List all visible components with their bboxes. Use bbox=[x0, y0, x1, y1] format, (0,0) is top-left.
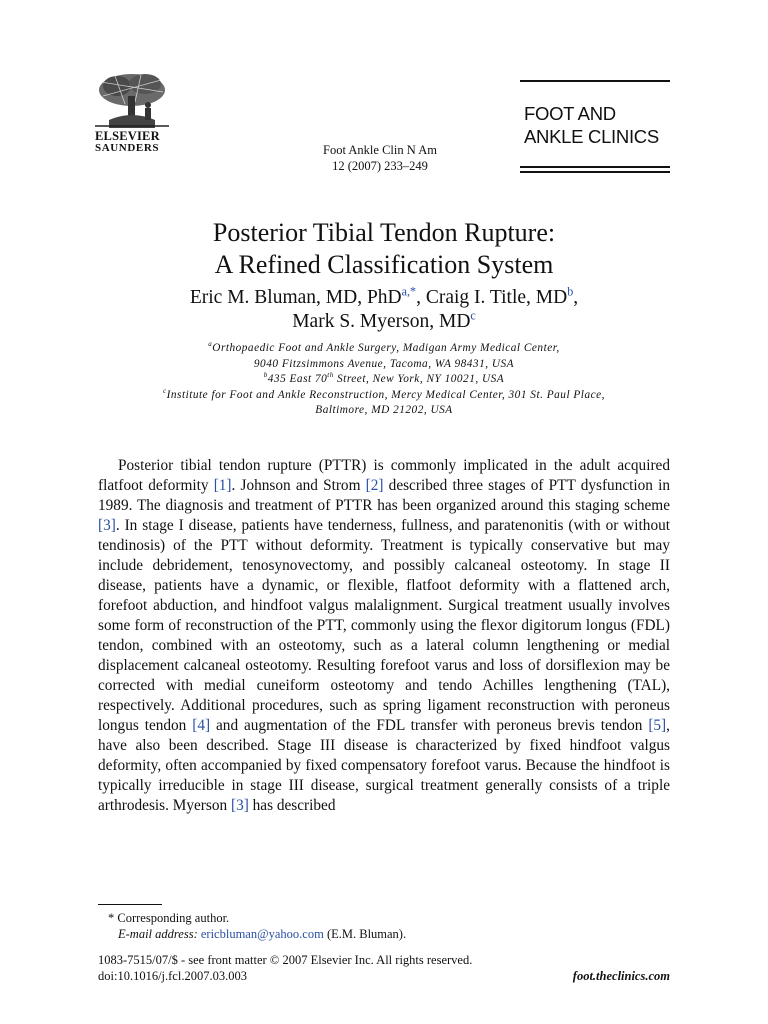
body-text: , have also been described. Stage III disease is characterized by fixed hindfoot valgus deformity, often accompanied by fixed compensatory forefoot varus. Because the hindfoot is typically irreducible in stage III disease, surgical treatment generally consists of a triple arthrodesis. Myerson bbox=[98, 717, 670, 814]
authors-line2 bbox=[0, 310, 768, 334]
publisher-imprint: SAUNDERS bbox=[95, 142, 160, 154]
body-text: has described bbox=[248, 797, 336, 814]
author-sup[interactable]: b bbox=[567, 284, 574, 299]
author-name: , Craig I. Title, MD bbox=[416, 287, 568, 308]
body-text: described three stages of PTT dysfunction in 1989. The diagnosis and treatment of PTTR has been organized around this staging scheme bbox=[98, 477, 671, 514]
journal-brand bbox=[520, 80, 670, 173]
affiliation-marker: c bbox=[163, 386, 167, 395]
corresponding-author-note: * Corresponding author. bbox=[108, 911, 230, 925]
citation-link[interactable]: [1] bbox=[213, 477, 232, 494]
affiliations bbox=[90, 341, 678, 419]
title-line1: Posterior Tibial Tendon Rupture: bbox=[212, 218, 556, 247]
author-name: Eric M. Bluman, MD, PhD bbox=[189, 287, 402, 308]
affiliation-a-cont: 9040 Fitzsimmons Avenue, Tacoma, WA 98431, USA bbox=[253, 357, 515, 370]
copyright-line: 1083-7515/07/$ - see front matter © 2007 Elsevier Inc. All rights reserved. bbox=[98, 953, 473, 967]
body-text: and augmentation of the FDL transfer with peroneus brevis tendon bbox=[210, 717, 649, 734]
affiliation-marker: a bbox=[208, 340, 213, 349]
body-text: . In stage I disease, patients have tenderness, fullness, and paratenonitis (with or without tendinosis) of the PTT without deformity. Treatment is typically conservative but may include debridement, tenosynovectomy, and possibly calcaneal osteotomy. In stage II disease, patients have a dynamic, or flexible, flatfoot deformity with a flattened arch, forefoot abduction, and hindfoot valgus malalignment. Surgical treatment usually involves some form of reconstruction of the PTT, commonly using the flexor digitorum longus (FDL) tendon, combined with an osteotomy, such as a lateral column lengthening or medial displacement calcaneal osteotomy. Resulting forefoot varus and loss of dorsiflexion may be corrected with medial cuneiform osteotomy and tendo Achilles lengthening (TAL), respectively. Additional procedures, such as spring ligament reconstruction with peroneus longus tendon bbox=[98, 517, 670, 734]
doi-line bbox=[98, 968, 670, 984]
brand-bottom-rule-2 bbox=[520, 171, 670, 173]
article-title bbox=[0, 217, 768, 281]
journal-volume-pages: 12 (2007) 233–249 bbox=[332, 159, 428, 173]
journal-website[interactable]: foot.theclinics.com bbox=[572, 969, 670, 983]
email-suffix: (E.M. Bluman). bbox=[323, 927, 407, 941]
citation-link[interactable]: [3] bbox=[230, 797, 249, 814]
footnote-rule bbox=[98, 904, 162, 905]
tree-emblem-icon bbox=[95, 70, 169, 128]
affiliation-text: 435 East 70 bbox=[267, 373, 328, 385]
page-footer bbox=[98, 952, 670, 984]
body-text: . Johnson and Strom bbox=[231, 477, 366, 494]
footnote bbox=[98, 910, 670, 942]
ordinal-suffix: th bbox=[327, 371, 334, 380]
affiliation-marker: b bbox=[263, 371, 268, 380]
body-paragraph bbox=[98, 456, 670, 816]
authors-line1 bbox=[0, 286, 768, 310]
body-text: Posterior tibial tendon rupture (PTTR) is commonly implicated in the adult acquired flatfoot deformity bbox=[98, 457, 670, 494]
publisher-name: ELSEVIER bbox=[95, 129, 160, 143]
email-label: E-mail address: bbox=[118, 927, 198, 941]
affiliation-text: Orthopaedic Foot and Ankle Surgery, Madigan Army Medical Center, bbox=[212, 342, 560, 354]
affiliation-text: Institute for Foot and Ankle Reconstruction, Mercy Medical Center, 301 St. Paul Place, bbox=[166, 388, 605, 401]
publisher-logo bbox=[95, 70, 175, 154]
affiliation-c bbox=[90, 388, 678, 404]
email-link[interactable]: ericbluman@yahoo.com bbox=[200, 927, 324, 941]
doi-text[interactable]: doi:10.1016/j.fcl.2007.03.003 bbox=[98, 969, 247, 983]
author-sep: , bbox=[573, 287, 579, 308]
citation-link[interactable]: [4] bbox=[192, 717, 211, 734]
brand-line2: ANKLE CLINICS bbox=[524, 126, 659, 147]
brand-bottom-rule bbox=[520, 166, 670, 168]
author-sup[interactable]: a,* bbox=[401, 284, 417, 299]
citation-link[interactable]: [5] bbox=[648, 717, 667, 734]
title-line2: A Refined Classification System bbox=[214, 250, 554, 279]
article-body bbox=[98, 456, 670, 816]
citation-link[interactable]: [3] bbox=[98, 517, 116, 534]
affiliation-c-cont: Baltimore, MD 21202, USA bbox=[315, 404, 453, 416]
affiliation-a bbox=[90, 341, 678, 357]
brand-top-rule bbox=[520, 80, 670, 82]
affiliation-b bbox=[90, 372, 678, 388]
email-line bbox=[98, 926, 670, 942]
author-name: Mark S. Myerson, MD bbox=[292, 311, 471, 332]
author-list bbox=[0, 286, 768, 334]
citation-link[interactable]: [2] bbox=[365, 477, 384, 494]
journal-abbrev: Foot Ankle Clin N Am bbox=[323, 143, 437, 157]
brand-line1: FOOT AND bbox=[524, 103, 616, 124]
affiliation-text: Street, New York, NY 10021, USA bbox=[333, 373, 505, 385]
author-sup[interactable]: c bbox=[470, 308, 476, 323]
journal-citation bbox=[300, 142, 460, 174]
